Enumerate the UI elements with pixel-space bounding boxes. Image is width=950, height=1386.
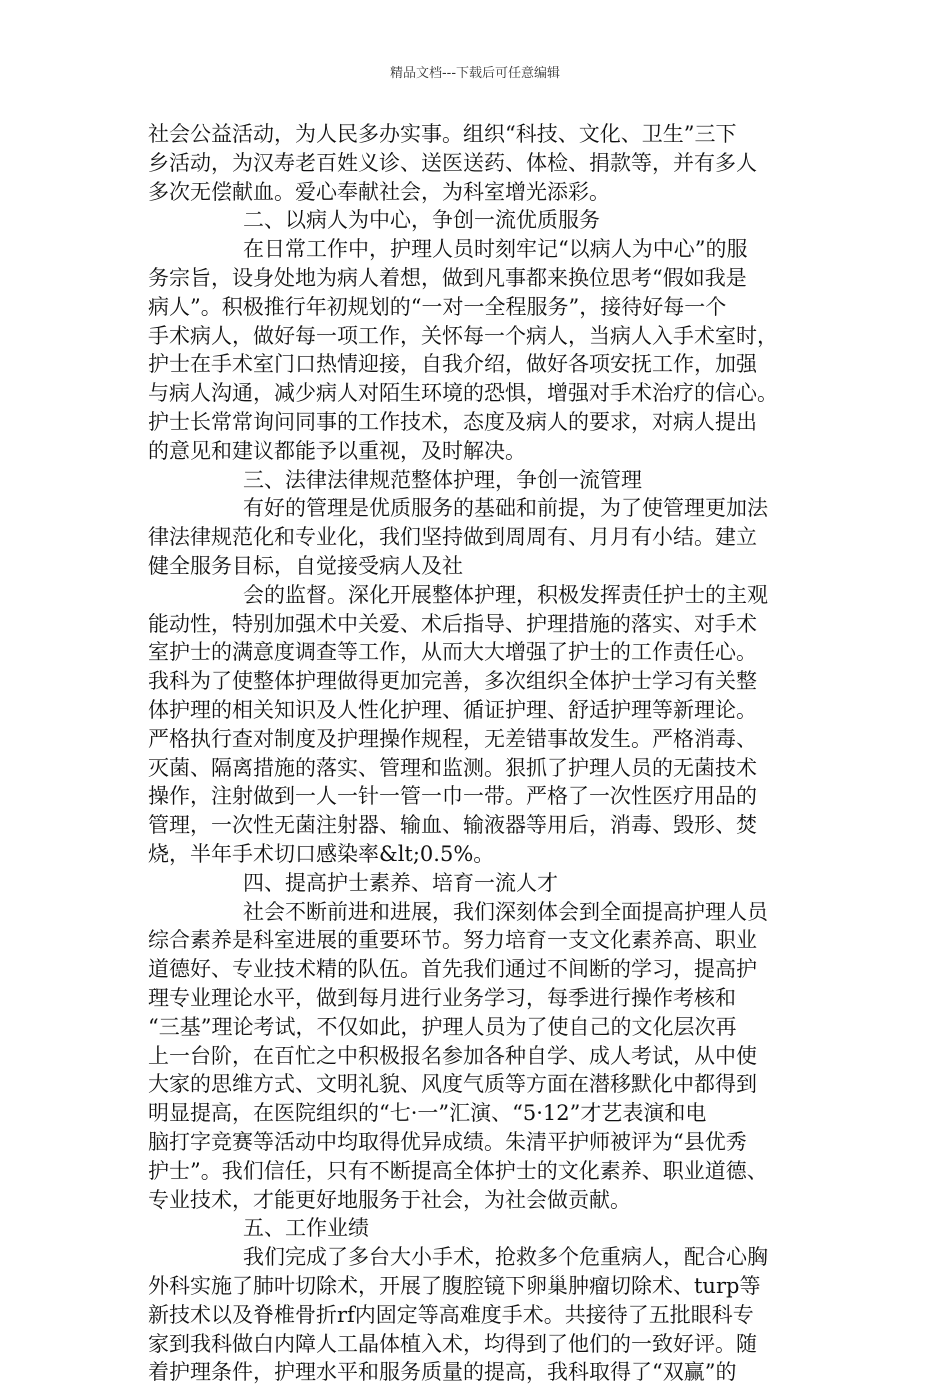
text-line: 上一台阶，在百忙之中积极报名参加各种自学、成人考试，从中使 (148, 1043, 757, 1068)
text-line: 灭菌、隔离措施的落实、管理和监测。狠抓了护理人员的无菌技术 (148, 755, 757, 780)
text-line: 护士长常常询问同事的工作技术，态度及病人的要求，对病人提出 (148, 410, 757, 434)
text-line: 综合素养是科室进展的重要环节。努力培育一支文化素养高、职业 (148, 928, 757, 953)
text-line: 乡活动，为汉寿老百姓义诊、送医送药、体检、捐款等，并有多人 (148, 150, 757, 175)
text-line: 道德好、专业技术精的队伍。首先我们通过不间断的学习，提高护 (148, 957, 757, 982)
text-line: 理专业理论水平，做到每月进行业务学习，每季进行操作考核和 (148, 986, 736, 1010)
page-header: 精品文档---下载后可任意编辑 (389, 66, 561, 81)
text-line: 四、提高护士素养、培育一流人才 (243, 870, 558, 895)
text-line: 外科实施了肺叶切除术，开展了腹腔镜下卵巢肿瘤切除术、turp等 (148, 1274, 761, 1298)
text-line: 与病人沟通，减少病人对陌生环境的恐惧，增强对手术治疗的信心。 (148, 381, 778, 406)
text-line: 着护理条件，护理水平和服务质量的提高，我科取得了“双赢”的 (148, 1360, 737, 1385)
text-line: 三、法律法律规范整体护理，争创一流管理 (243, 467, 642, 492)
text-line: 严格执行查对制度及护理操作规程，无差错事故发生。严格消毒、 (148, 726, 757, 751)
text-line: 我们完成了多台大小手术，抢救多个危重病人，配合心胸 (243, 1245, 768, 1270)
text-line: 新技术以及脊椎骨折rf内固定等高难度手术。共接待了五批眼科专 (148, 1302, 754, 1327)
text-line: 社会公益活动，为人民多办实事。组织“科技、文化、卫生”三下 (148, 122, 737, 146)
text-line: 手术病人，做好每一项工作，关怀每一个病人，当病人入手术室时， (148, 323, 778, 348)
text-line: 律法律规范化和专业化，我们坚持做到周周有、月月有小结。建立 (148, 525, 757, 550)
text-line: 室护士的满意度调查等工作，从而大大增强了护士的工作责任心。 (148, 640, 757, 665)
text-line: 操作，注射做到一人一针一管一巾一带。严格了一次性医疗用品的 (148, 784, 757, 809)
text-line: 能动性，特别加强术中关爱、术后指导、护理措施的落实、对手术 (148, 611, 757, 636)
text-line: 明显提高，在医院组织的“七·一”汇演、“5·12”才艺表演和电 (148, 1101, 707, 1126)
text-line: 大家的思维方式、文明礼貌、风度气质等方面在潜移默化中都得到 (148, 1072, 757, 1097)
text-line: 体护理的相关知识及人性化护理、循证护理、舒适护理等新理论。 (148, 698, 757, 722)
text-line: 的意见和建议都能予以重视，及时解决。 (148, 438, 526, 463)
text-line: 病人”。积极推行年初规划的“一对一全程服务”，接待好每一个 (148, 294, 727, 319)
text-line: 我科为了使整体护理做得更加完善，多次组织全体护士学习有关整 (148, 669, 757, 694)
text-line: 有好的管理是优质服务的基础和前提，为了使管理更加法 (243, 496, 768, 521)
text-line: 健全服务目标，自觉接受病人及社 (148, 554, 463, 578)
text-line: 护士”。我们信任，只有不断提高全体护士的文化素养、职业道德、 (148, 1158, 768, 1183)
text-line: 多次无偿献血。爱心奉献社会，为科室增光添彩。 (148, 179, 610, 204)
text-line: “三基”理论考试，不仅如此，护理人员为了使自己的文化层次再 (148, 1014, 737, 1039)
text-line: 会的监督。深化开展整体护理，积极发挥责任护士的主观 (243, 582, 768, 607)
text-line: 五、工作业绩 (243, 1216, 369, 1241)
text-line: 专业技术，才能更好地服务于社会，为社会做贡献。 (148, 1187, 631, 1212)
text-line: 护士在手术室门口热情迎接，自我介绍，做好各项安抚工作，加强 (148, 352, 757, 377)
text-line: 二、以病人为中心，争创一流优质服务 (243, 208, 600, 233)
text-line: 家到我科做白内障人工晶体植入术，均得到了他们的一致好评。随 (148, 1331, 757, 1356)
text-line: 社会不断前进和进展，我们深刻体会到全面提高护理人员 (243, 899, 768, 924)
text-line: 管理，一次性无菌注射器、输血、输液器等用后，消毒、毁形、焚 (148, 813, 757, 838)
text-line: 烧，半年手术切口感染率&lt;0.5%。 (148, 842, 495, 866)
text-line: 脑打字竞赛等活动中均取得优异成绩。朱清平护师被评为“县优秀 (148, 1130, 747, 1154)
text-line: 在日常工作中，护理人员时刻牢记“以病人为中心”的服 (243, 237, 748, 262)
text-line: 务宗旨，设身处地为病人着想，做到凡事都来换位思考“假如我是 (148, 266, 747, 290)
